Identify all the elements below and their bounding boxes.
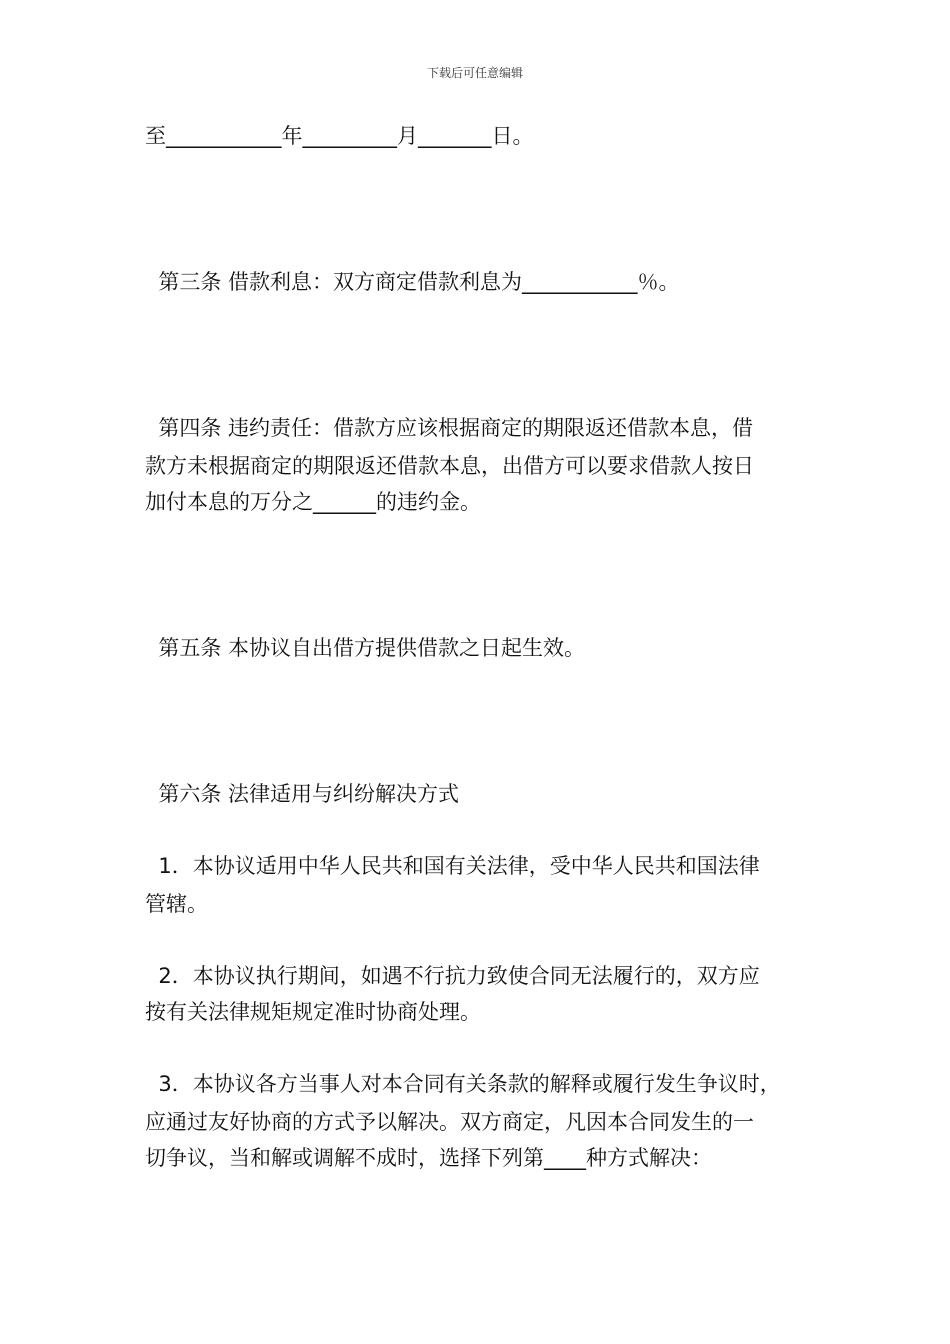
article-6-heading: 第六条 法律适用与纠纷解决方式 — [145, 782, 460, 806]
article-5-effective: 第五条 本协议自出借方提供借款之日起生效。 — [145, 636, 586, 660]
clause-3-line-2: 应通过友好协商的方式予以解决。双方商定，凡因本合同发生的一 — [145, 1110, 754, 1134]
clause-3-line-1: 3．本协议各方当事人对本合同有关条款的解释或履行发生争议时， — [145, 1072, 781, 1096]
article-4-line-2: 款方未根据商定的期限返还借款本息，出借方可以要求借款人按日 — [145, 454, 754, 478]
article-4-line-1: 第四条 违约责任：借款方应该根据商定的期限返还借款本息，借 — [145, 416, 754, 440]
clause-1-line-2: 管辖。 — [145, 892, 208, 916]
term-date-line: 至___________年_________月_______日。 — [145, 124, 534, 148]
clause-1-line-1: 1．本协议适用中华人民共和国有关法律，受中华人民共和国法律 — [145, 854, 760, 878]
page-header-note: 下载后可任意编辑 — [426, 66, 523, 80]
article-4-line-3: 加付本息的万分之______的违约金。 — [145, 490, 481, 514]
clause-2-line-1: 2．本协议执行期间，如遇不行抗力致使合同无法履行的，双方应 — [145, 964, 760, 988]
article-3-interest: 第三条 借款利息：双方商定借款利息为___________％。 — [145, 270, 680, 294]
clause-2-line-2: 按有关法律规矩规定准时协商处理。 — [145, 1000, 481, 1024]
clause-3-line-3: 切争议，当和解或调解不成时，选择下列第____种方式解决： — [145, 1146, 712, 1170]
